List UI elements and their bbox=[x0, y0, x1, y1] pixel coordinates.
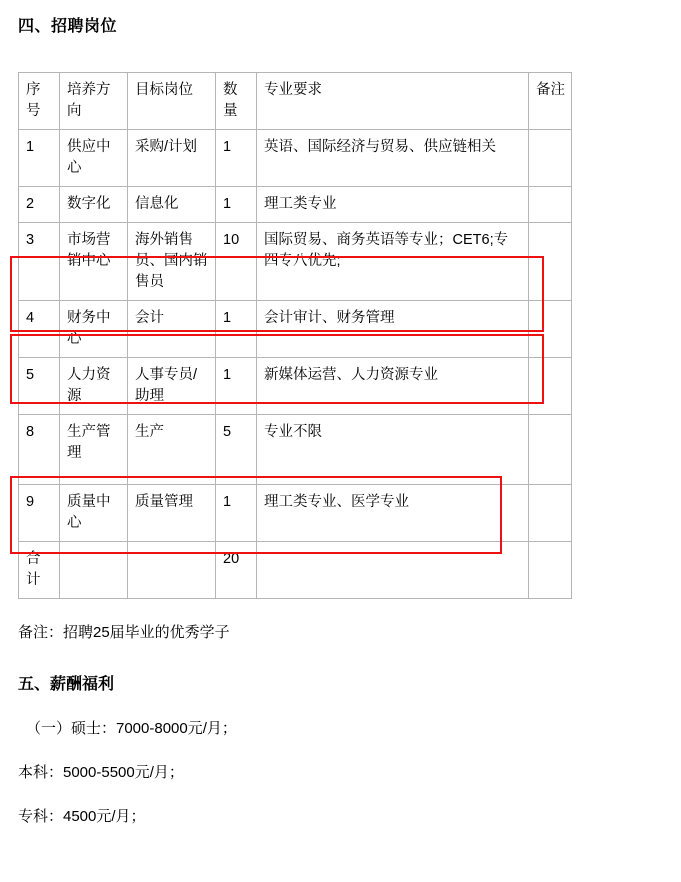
cell-count: 1 bbox=[216, 187, 257, 223]
recruit-table bbox=[18, 72, 572, 599]
cell-position: 海外销售员、国内销售员 bbox=[128, 223, 216, 301]
cell-no: 5 bbox=[19, 358, 60, 415]
cell-no: 2 bbox=[19, 187, 60, 223]
cell-major: 会计审计、财务管理 bbox=[257, 301, 529, 358]
table-row bbox=[19, 485, 572, 542]
pay-line-bachelor: 本科：5000-5500元/月； bbox=[18, 764, 184, 781]
table-row bbox=[19, 415, 572, 485]
cell-position: 信息化 bbox=[128, 187, 216, 223]
cell-count: 1 bbox=[216, 301, 257, 358]
heading-spacer bbox=[18, 38, 663, 72]
column-header-major: 专业要求 bbox=[257, 73, 529, 130]
cell-direction: 生产管理 bbox=[60, 415, 128, 485]
cell-position: 人事专员/助理 bbox=[128, 358, 216, 415]
cell-major: 专业不限 bbox=[257, 415, 529, 485]
cell-remark bbox=[529, 187, 572, 223]
cell-direction: 市场营销中心 bbox=[60, 223, 128, 301]
table-row bbox=[19, 130, 572, 187]
recruit-table-wrapper bbox=[18, 72, 571, 599]
pay-line-master: （一）硕士：7000-8000元/月； bbox=[26, 720, 237, 737]
column-header-position: 目标岗位 bbox=[128, 73, 216, 130]
cell-position: 采购/计划 bbox=[128, 130, 216, 187]
section-heading-5: 五、薪酬福利 bbox=[18, 676, 115, 693]
table-header-row bbox=[19, 73, 572, 130]
column-header-count: 数量 bbox=[216, 73, 257, 130]
table-row bbox=[19, 301, 572, 358]
cell-major: 新媒体运营、人力资源专业 bbox=[257, 358, 529, 415]
cell-position: 会计 bbox=[128, 301, 216, 358]
cell-major: 英语、国际经济与贸易、供应链相关 bbox=[257, 130, 529, 187]
cell-position: 生产 bbox=[128, 415, 216, 485]
cell-direction: 数字化 bbox=[60, 187, 128, 223]
cell-major: 国际贸易、商务英语等专业；CET6;专四专八优先; bbox=[257, 223, 529, 301]
cell-no: 8 bbox=[19, 415, 60, 485]
column-header-remark: 备注 bbox=[529, 73, 572, 130]
cell-direction: 质量中心 bbox=[60, 485, 128, 542]
column-header-direction: 培养方向 bbox=[60, 73, 128, 130]
cell-no: 1 bbox=[19, 130, 60, 187]
cell-direction: 财务中心 bbox=[60, 301, 128, 358]
cell-count: 1 bbox=[216, 485, 257, 542]
cell-count: 5 bbox=[216, 415, 257, 485]
cell-total-direction bbox=[60, 542, 128, 599]
cell-no: 9 bbox=[19, 485, 60, 542]
table-row bbox=[19, 358, 572, 415]
column-header-no: 序号 bbox=[19, 73, 60, 130]
table-row bbox=[19, 187, 572, 223]
cell-remark bbox=[529, 415, 572, 485]
cell-remark bbox=[529, 358, 572, 415]
table-row bbox=[19, 223, 572, 301]
cell-major: 理工类专业 bbox=[257, 187, 529, 223]
cell-count: 1 bbox=[216, 130, 257, 187]
cell-direction: 供应中心 bbox=[60, 130, 128, 187]
cell-remark bbox=[529, 130, 572, 187]
section-heading-4: 四、招聘岗位 bbox=[18, 18, 118, 35]
cell-total-major bbox=[257, 542, 529, 599]
cell-total-label: 合计 bbox=[19, 542, 60, 599]
cell-total-remark bbox=[529, 542, 572, 599]
cell-count: 1 bbox=[216, 358, 257, 415]
cell-no: 4 bbox=[19, 301, 60, 358]
cell-remark bbox=[529, 223, 572, 301]
cell-total-position bbox=[128, 542, 216, 599]
cell-remark bbox=[529, 485, 572, 542]
cell-position: 质量管理 bbox=[128, 485, 216, 542]
cell-total-count: 20 bbox=[216, 542, 257, 599]
cell-direction: 人力资源 bbox=[60, 358, 128, 415]
cell-no: 3 bbox=[19, 223, 60, 301]
cell-remark bbox=[529, 301, 572, 358]
pay-line-college: 专科：4500元/月； bbox=[18, 808, 146, 825]
table-note: 备注：招聘25届毕业的优秀学子 bbox=[18, 624, 230, 641]
cell-count: 10 bbox=[216, 223, 257, 301]
cell-major: 理工类专业、医学专业 bbox=[257, 485, 529, 542]
table-total-row bbox=[19, 542, 572, 599]
